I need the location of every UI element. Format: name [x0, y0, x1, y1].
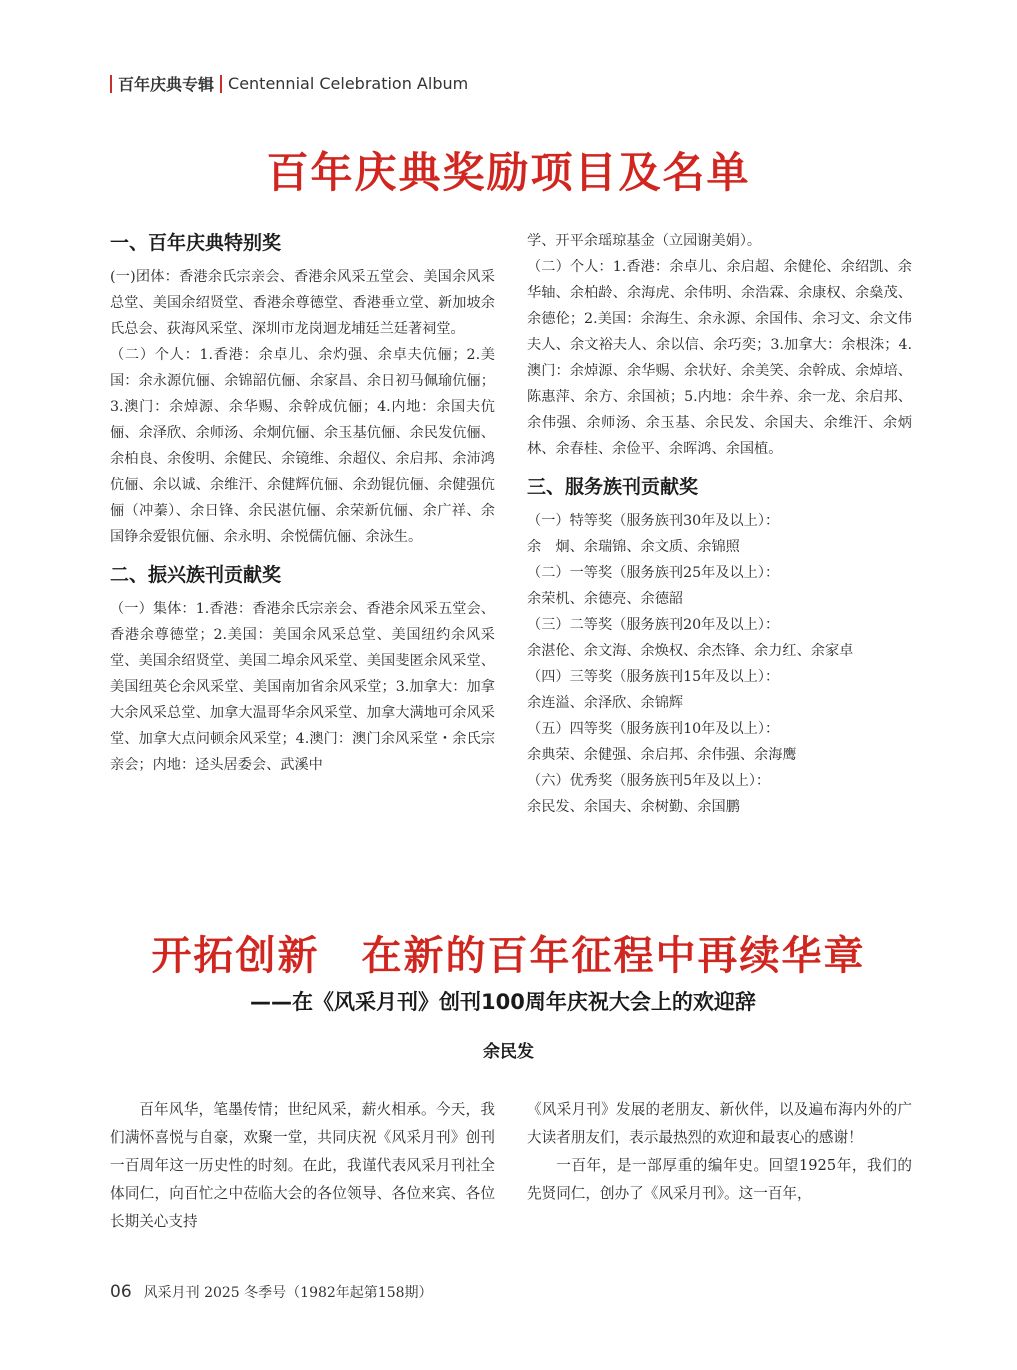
section1-individuals: （二）个人：1.香港：余卓儿、余灼强、余卓夫伉俪；2.美国：余永源伉俪、余锦韶伉俪、余家昌、余日初马佩瑜伉俪；3.澳门：余焯源、余华赐、余幹成伉俪；4.内地：余国夫伉俪、余泽欣、余师汤、余炯伉俪、余玉基伉俪、余民发伉俪、余柏良、余俊明、余健民、余镜维、余超仪、余启邦、余沛鸿伉俪、余以诚、余维汗、余健辉伉俪、余劲锟伉俪、余健强伉俪（冲蓁）、余日锋、余民湛伉俪、余荣新伉俪、余广祥、余国铮余爱银伉俪、余永明、余悦儒伉俪、余泳生。: [110, 347, 495, 545]
header-cn-label: 百年庆典专辑: [118, 75, 215, 94]
header-en-label: Centennial Celebration Album: [228, 74, 469, 93]
article-paragraph: 《风采月刊》发展的老朋友、新伙伴，以及遍布海内外的广大读者朋友们，表示最热烈的欢迎和最衷心的感谢！: [527, 1101, 912, 1146]
header-divider: [110, 75, 112, 93]
award-title: 百年庆典奖励项目及名单: [266, 148, 751, 197]
section2-individuals: （二）个人：1.香港：余卓儿、余启超、余健伦、余绍凯、余华轴、余柏龄、余海虎、余伟明、余浩霖、余康权、余燊茂、余德伦；2.美国：余海生、余永源、余国伟、余习文、余文伟夫人、余文裕夫人、余以信、余巧奕；3.加拿大：余根洙；4.澳门：余焯源、余华赐、余状好、余美笑、余幹成、余焯培、陈惠萍、余方、余国祯；5.内地：余牛养、余一龙、余启邦、余伟强、余师汤、余玉基、余民发、余国夫、余维汗、余炳林、余春桂、余俭平、余晖鸿、余国植。: [527, 259, 912, 457]
header-divider: [220, 75, 222, 93]
article-author: 余民发: [483, 1042, 534, 1062]
tier-names: 余典荣、余健强、余启邦、余伟强、余海鹰: [527, 747, 797, 763]
issue-info: 风采月刊 2025 冬季号（1982年起第158期）: [143, 1285, 433, 1301]
tier-label: （五）四等奖（服务族刊10年及以上）：: [527, 721, 780, 737]
article-title: 开拓创新 在新的百年征程中再续华章: [151, 933, 866, 979]
tier-label: （一）特等奖（服务族刊30年及以上）：: [527, 513, 780, 529]
section1-groups: (一)团体：香港余氏宗亲会、香港余风采五堂会、美国余风采总堂、美国余绍贤堂、香港余尊德堂、香港垂立堂、新加坡余氏总会、荻海风采堂、深圳市龙岗迴龙埔廷兰廷著祠堂。: [110, 269, 495, 337]
page-footer: [110, 1282, 433, 1302]
section2-collective-cont: 学、开平余瑶琼基金（立园谢美娟）。: [527, 233, 762, 249]
tier-label: （四）三等奖（服务族刊15年及以上）：: [527, 669, 780, 685]
tier-names: 余 炯、余瑞锦、余文质、余锦照: [527, 539, 740, 555]
tier-names: 余湛伦、余文海、余焕权、余杰锋、余力红、余家卓: [527, 643, 854, 659]
tier-label: （三）二等奖（服务族刊20年及以上）：: [527, 617, 780, 633]
tier-names: 余连溢、余泽欣、余锦辉: [527, 695, 684, 711]
section2-collective: （一）集体：1.香港：香港余氏宗亲会、香港余风采五堂会、香港余尊德堂；2.美国：美国余风采总堂、美国纽约余风采堂、美国余绍贤堂、美国二埠余风采堂、美国斐匿余风采堂、美国纽英仑余风采堂、美国南加省余风采堂；3.加拿大：加拿大余风采总堂、加拿大温哥华余风采堂、加拿大满地可余风采堂、加拿大点问顿余风采堂；4.澳门：澳门余风采堂・余氏宗亲会；内地：迳头居委会、武溪中: [110, 601, 495, 773]
tier-label: （二）一等奖（服务族刊25年及以上）：: [527, 565, 780, 581]
tier-label: （六）优秀奖（服务族刊5年及以上）：: [527, 773, 771, 789]
section1-heading: 一、百年庆典特别奖: [110, 232, 282, 254]
page-header: [110, 72, 468, 95]
award-right-column: [527, 228, 912, 820]
article-left-column: [110, 1096, 495, 1236]
page-number: 06: [110, 1282, 132, 1302]
tier-names: 余荣机、余德亮、余德韶: [527, 591, 684, 607]
award-left-column: [110, 228, 495, 778]
article-right-column: [527, 1096, 912, 1208]
tier-names: 余民发、余国夫、余树勤、余国鹏: [527, 799, 740, 815]
section3-heading: 三、服务族刊贡献奖: [527, 476, 699, 498]
article-paragraph: 一百年，是一部厚重的编年史。回望1925年，我们的先贤同仁，创办了《风采月刊》。这一百年，: [527, 1157, 912, 1202]
article-paragraph: 百年风华，笔墨传情；世纪风采，薪火相承。今天，我们满怀喜悦与自豪，欢聚一堂，共同庆祝《风采月刊》创刊一百周年这一历史性的时刻。在此，我谨代表风采月刊社全体同仁，向百忙之中莅临大会的各位领导、各位来宾、各位长期关心支持: [110, 1101, 495, 1230]
section2-heading: 二、振兴族刊贡献奖: [110, 564, 282, 586]
article-subtitle: ——在《风采月刊》创刊100周年庆祝大会上的欢迎辞: [250, 990, 756, 1014]
